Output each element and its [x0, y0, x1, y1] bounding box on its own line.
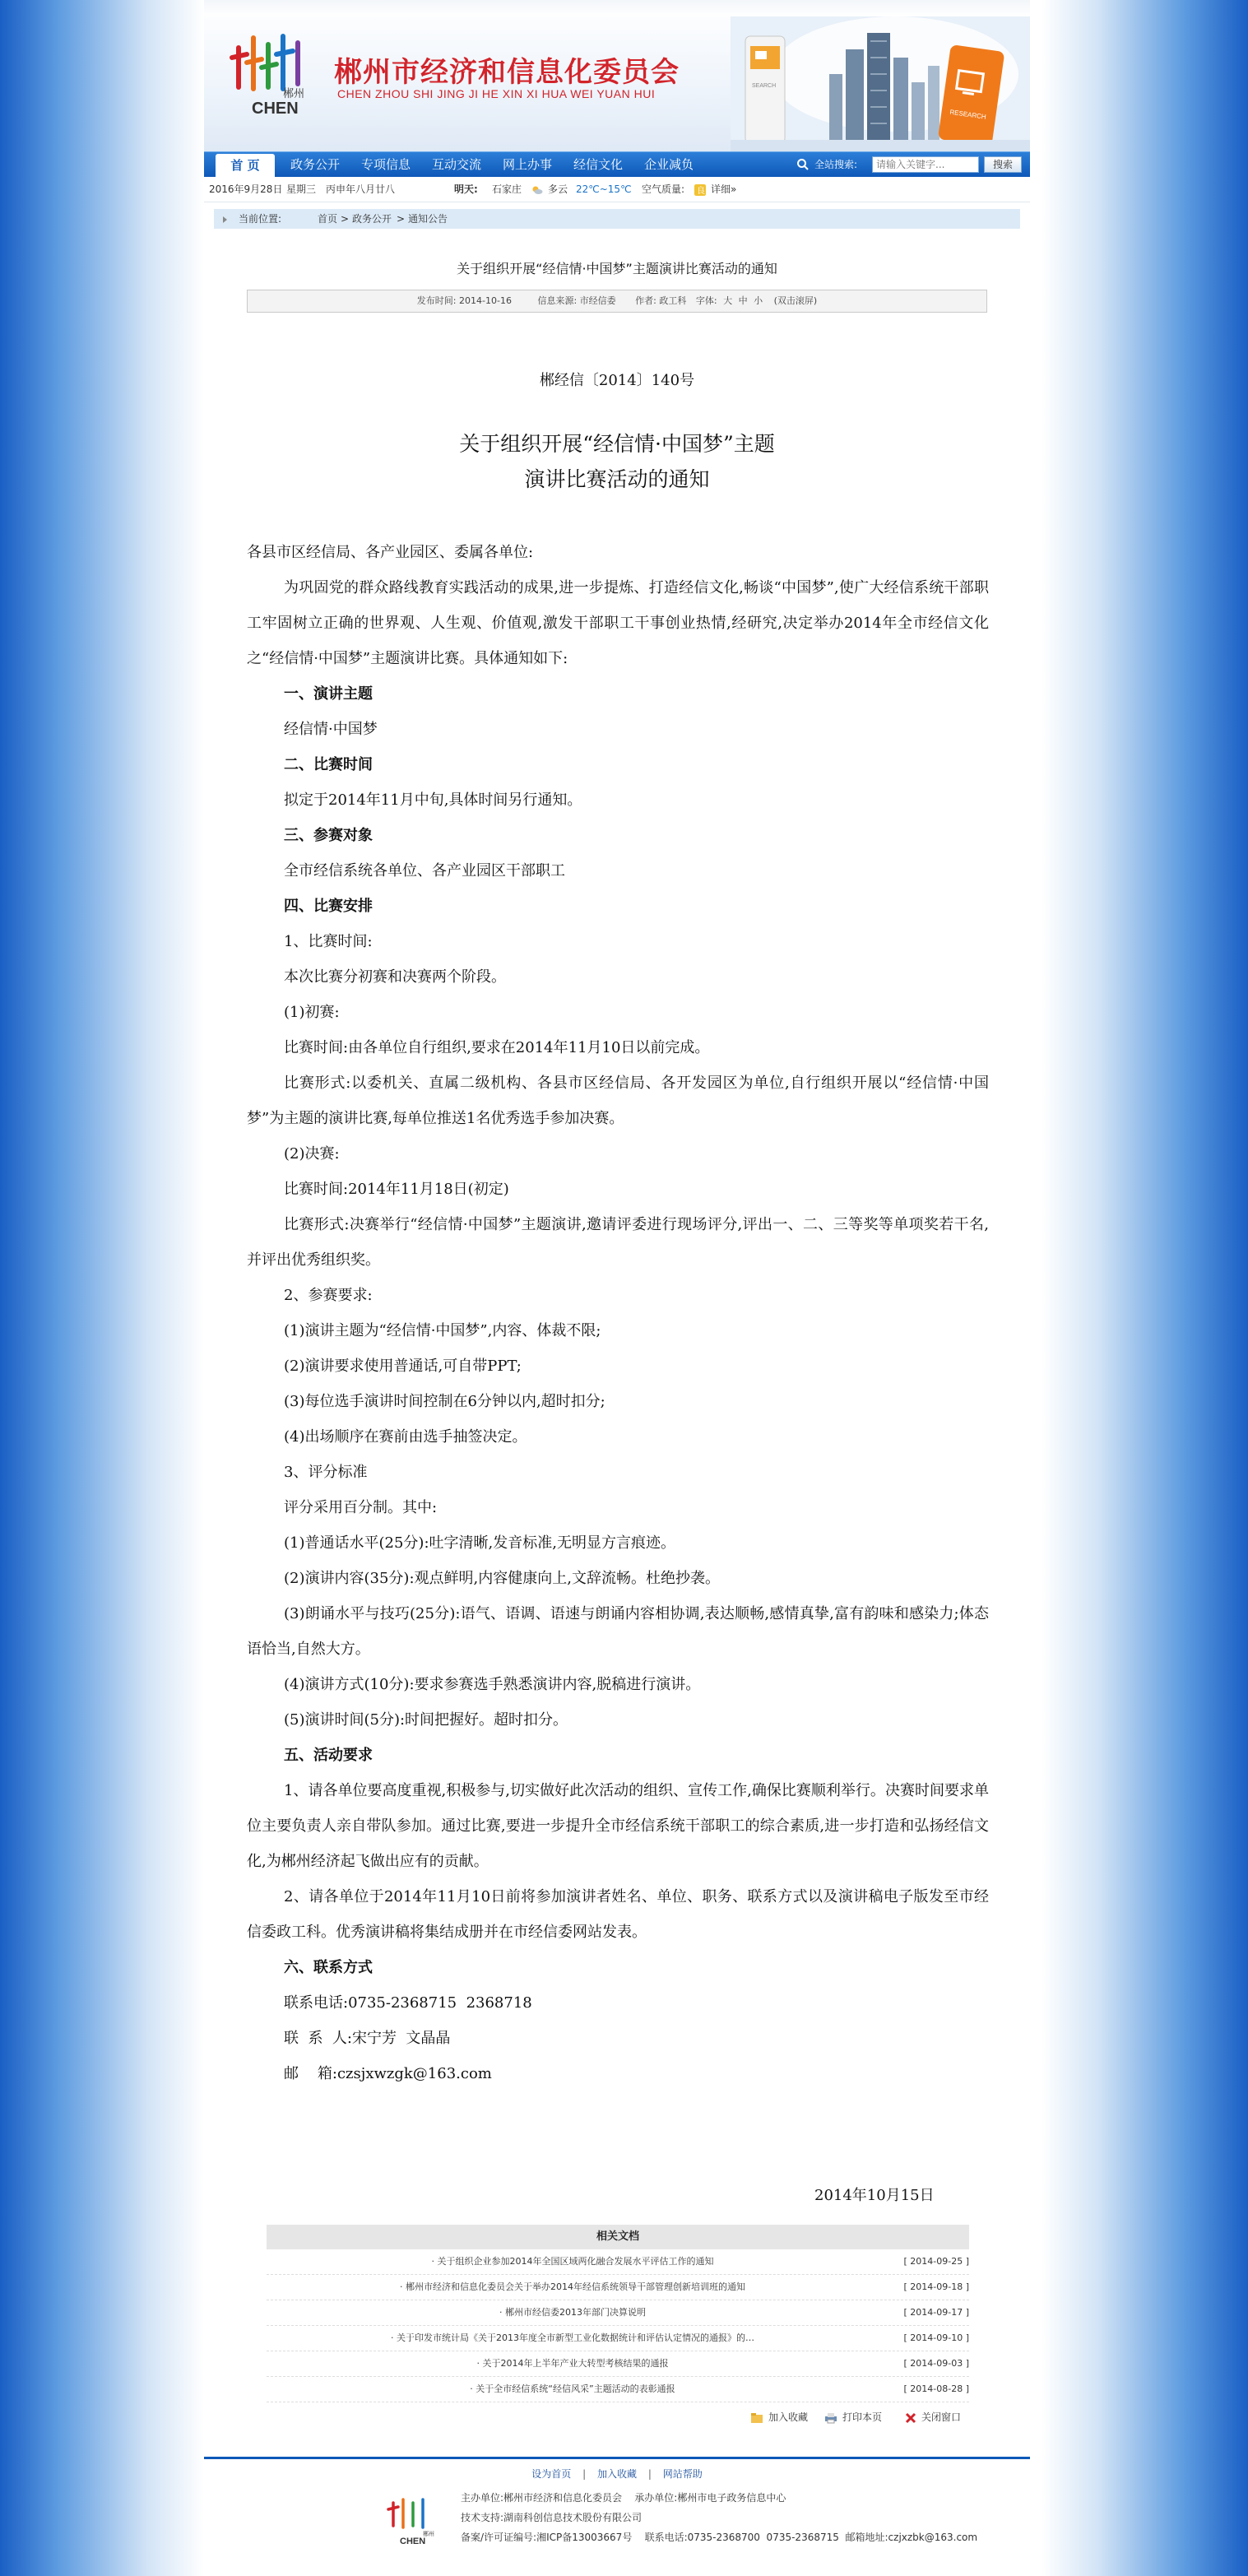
favorite-folder-icon — [750, 2412, 763, 2424]
weekday: 星期三 — [286, 183, 317, 195]
info-bar — [204, 177, 1030, 202]
related-item-date: [ 2014-09-18 ] — [903, 2281, 969, 2292]
breadcrumb-separator: > — [397, 213, 406, 225]
current-date: 2016年9月28日 — [209, 183, 283, 195]
footer-host: 主办单位:郴州市经济和信息化委员会 承办单位:郴州市电子政务信息中心 — [461, 2492, 786, 2504]
body-paragraph: 比赛时间:由各单位自行组织,要求在2014年11月10日以前完成。 — [284, 1039, 710, 1056]
font-size-large-button[interactable]: 大 — [723, 295, 733, 306]
nav-item-culture[interactable]: 经信文化 — [573, 157, 623, 172]
related-item-title[interactable]: · 郴州市经济和信息化委员会关于举办2014年经信系统领导干部管理创新培训班的通知 — [400, 2281, 745, 2292]
related-item-date: [ 2014-09-25 ] — [903, 2256, 969, 2267]
weather-cloudy-icon — [531, 177, 543, 202]
svg-text:良: 良 — [697, 186, 705, 196]
breadcrumb-separator: > — [341, 213, 350, 225]
body-paragraph: (1)初赛: — [284, 1004, 340, 1021]
salutation: 各县市区经信局、各产业园区、委属各单位: — [247, 544, 534, 561]
footer-link-separator: | — [647, 2468, 652, 2480]
related-item-date: [ 2014-08-28 ] — [903, 2383, 969, 2394]
body-paragraph: 2、请各单位于2014年11月10日前将参加演讲者姓名、单位、职务、联系方式以及演讲稿电子版发至市经信委政工科。优秀演讲稿将集结成册并在市经信委网站发表。 — [247, 1888, 989, 1941]
footer-link-separator: | — [582, 2468, 587, 2480]
lunar-date: 丙申年八月廿八 — [326, 183, 396, 195]
related-item-title[interactable]: · 关于组织企业参加2014年全国区域两化融合发展水平评估工作的通知 — [431, 2256, 714, 2267]
body-paragraph: 2、参赛要求: — [284, 1287, 373, 1304]
add-favorite-link[interactable]: 加入收藏 — [596, 2468, 637, 2480]
section-heading: 五、活动要求 — [284, 1747, 373, 1764]
related-item[interactable] — [267, 2377, 969, 2402]
body-paragraph: 3、评分标准 — [284, 1464, 368, 1481]
document-number: 郴经信〔2014〕140号 — [539, 372, 695, 389]
site-logo-icon[interactable] — [229, 30, 327, 118]
air-quality-label: 空气质量: — [642, 183, 685, 195]
nav-item-special-info[interactable]: 专项信息 — [360, 157, 411, 172]
contact-phone: 联系电话:0735-2368715 2368718 — [284, 1994, 532, 2012]
search-button[interactable]: 搜索 — [984, 156, 1022, 173]
weather-city[interactable]: 石家庄 — [492, 183, 522, 195]
site-pinyin: CHEN ZHOU SHI JING JI HE XIN XI HUA WEI YUAN HUI — [337, 87, 656, 100]
body-paragraph: 经信情·中国梦 — [284, 721, 378, 738]
related-item[interactable] — [267, 2249, 969, 2275]
breadcrumb-arrow-icon — [222, 209, 229, 229]
body-paragraph: (3)朗诵水平与技巧(25分):语气、语调、语速与朗诵内容相协调,表达顺畅,感情真挚,富有韵味和感染力;体态语恰当,自然大方。 — [247, 1605, 989, 1658]
page — [204, 0, 1030, 2576]
body-paragraph: (4)演讲方式(10分):要求参赛选手熟悉演讲内容,脱稿进行演讲。 — [284, 1676, 701, 1693]
logo-text: CHEN — [252, 100, 299, 118]
breadcrumb-notices[interactable]: 通知公告 — [408, 213, 448, 225]
print-button[interactable] — [824, 2409, 882, 2425]
close-window-label: 关闭窗口 — [921, 2411, 962, 2423]
related-item-date: [ 2014-09-03 ] — [903, 2358, 969, 2369]
related-item-title[interactable]: · 郴州市经信委2013年部门决算说明 — [499, 2307, 646, 2318]
related-item-date: [ 2014-09-17 ] — [903, 2307, 969, 2318]
print-label: 打印本页 — [842, 2411, 883, 2423]
contact-person: 联 系 人:宋宁芳 文晶晶 — [284, 2030, 451, 2047]
print-icon — [824, 2412, 837, 2424]
meta-source-label: 信息来源: — [537, 295, 578, 306]
body-paragraph: 本次比赛分初赛和决赛两个阶段。 — [284, 968, 506, 986]
footer-tech-support: 技术支持:湖南科创信息技术股份有限公司 — [461, 2512, 643, 2523]
set-homepage-link[interactable]: 设为首页 — [531, 2468, 572, 2480]
air-quality-icon — [694, 177, 706, 202]
font-size-small-button[interactable]: 小 — [754, 295, 763, 306]
close-window-button[interactable] — [905, 2409, 961, 2425]
body-paragraph: 比赛形式:决赛举行“经信情·中国梦”主题演讲,邀请评委进行现场评分,评出一、二、三等奖等单项奖若干名,并评出优秀组织奖。 — [247, 1216, 989, 1269]
site-help-link[interactable]: 网站帮助 — [662, 2468, 703, 2480]
related-item[interactable] — [267, 2275, 969, 2300]
related-item-date: [ 2014-09-10 ] — [903, 2332, 969, 2343]
article-body — [247, 535, 989, 2091]
breadcrumb-gov-affairs[interactable]: 政务公开 — [352, 213, 392, 225]
section-heading: 一、演讲主题 — [284, 685, 373, 703]
body-paragraph: (4)出场顺序在赛前由选手抽签决定。 — [284, 1428, 527, 1446]
related-item[interactable] — [267, 2326, 969, 2351]
footer-logo-small-text: 郴州 — [423, 2531, 434, 2537]
meta-author: 政工科 — [659, 295, 687, 306]
contact-email: 邮 箱:czsjxwzgk@163.com — [284, 2065, 492, 2082]
body-paragraph: 为巩固党的群众路线教育实践活动的成果,进一步提炼、打造经信文化,畅谈“中国梦”,使广大经信系统干部职工牢固树立正确的世界观、人生观、价值观,激发干部职工干事创业热情,经研究,决定举办2014年全市经信文化之“经信情·中国梦”主题演讲比赛。具体通知如下: — [247, 579, 989, 667]
weather-condition: 多云 — [548, 183, 568, 195]
meta-source: 市经信委 — [579, 295, 616, 306]
section-heading: 二、比赛时间 — [284, 756, 373, 773]
article-title: 关于组织开展“经信情·中国梦”主题演讲比赛活动的通知 — [457, 261, 777, 276]
document-heading-line2: 演讲比赛活动的通知 — [524, 467, 710, 491]
body-paragraph: 比赛时间:2014年11月18日(初定) — [284, 1181, 509, 1198]
site-title: 郴州市经济和信息化委员会 — [334, 56, 680, 89]
search-input[interactable] — [872, 156, 979, 173]
related-item[interactable] — [267, 2351, 969, 2377]
close-icon — [905, 2412, 916, 2424]
related-item-title[interactable]: · 关于印发市统计局《关于2013年度全市新型工业化数据统计和评估认定情况的通报》的… — [391, 2332, 754, 2343]
body-paragraph: (5)演讲时间(5分):时间把握好。超时扣分。 — [284, 1711, 568, 1729]
weather-temperature: 22℃~15℃ — [576, 183, 632, 195]
related-heading: 相关文档 — [267, 2225, 969, 2249]
section-heading: 六、联系方式 — [284, 1959, 373, 1976]
banner-tower-right-label: RESEARCH — [949, 108, 987, 121]
footer-divider — [204, 2457, 1030, 2459]
add-favorite-label: 加入收藏 — [768, 2411, 809, 2423]
body-paragraph: (2)演讲要求使用普通话,可自带PPT; — [284, 1358, 522, 1375]
logo-small-text: 郴州 — [283, 88, 305, 100]
meta-time: 2014-10-16 — [459, 295, 512, 306]
section-heading: 四、比赛安排 — [284, 898, 373, 915]
banner-tower-left-label: SEARCH — [752, 83, 777, 89]
weather-tomorrow-label: 明天: — [454, 183, 478, 195]
footer-info — [461, 2488, 977, 2547]
nav-item-online-services[interactable]: 网上办事 — [502, 157, 552, 172]
font-size-medium-button[interactable]: 中 — [738, 295, 748, 306]
main-nav — [204, 151, 1030, 177]
body-paragraph: 拟定于2014年11月中旬,具体时间另行通知。 — [284, 791, 582, 809]
site-header — [204, 0, 1030, 151]
body-paragraph: (2)决赛: — [284, 1145, 340, 1163]
dblclick-scroll-hint: (双击滚屏) — [773, 295, 818, 306]
footer-links — [204, 2467, 1030, 2481]
body-paragraph: (1)演讲主题为“经信情·中国梦”,内容、体裁不限; — [284, 1322, 601, 1339]
section-heading: 三、参赛对象 — [284, 827, 373, 844]
body-paragraph: 1、比赛时间: — [284, 933, 373, 950]
sign-date: 2014年10月15日 — [814, 2187, 935, 2204]
breadcrumb-label: 当前位置: — [239, 213, 282, 225]
body-paragraph: 评分采用百分制。其中: — [284, 1499, 438, 1516]
header-top-strip — [204, 0, 1030, 16]
header-banner-illustration — [731, 16, 1030, 151]
related-item-title[interactable]: · 关于全市经信系统“经信风采”主题活动的表彰通报 — [470, 2383, 675, 2394]
related-item[interactable] — [267, 2300, 969, 2326]
nav-item-home[interactable]: 首 页 — [216, 154, 275, 177]
body-paragraph: 1、请各单位要高度重视,积极参与,切实做好此次活动的组织、宣传工作,确保比赛顺利举行。决赛时间要求单位主要负责人亲自带队参加。通过比赛,要进一步提升全市经信系统干部职工的综合素质,进一步打造和弘扬经信文化,为郴州经济起飞做出应有的贡献。 — [247, 1782, 989, 1870]
footer-logo-text: CHEN — [400, 2537, 426, 2546]
nav-item-gov-affairs[interactable]: 政务公开 — [290, 157, 340, 172]
body-paragraph: (2)演讲内容(35分):观点鲜明,内容健康向上,文辞流畅。杜绝抄袭。 — [284, 1570, 720, 1587]
body-paragraph: 比赛形式:以委机关、直属二级机构、各县市区经信局、各开发园区为单位,自行组织开展以“经信情·中国梦”为主题的演讲比赛,每单位推送1名优秀选手参加决赛。 — [247, 1074, 989, 1127]
document-heading-line1: 关于组织开展“经信情·中国梦”主题 — [459, 432, 775, 456]
search-label: 全站搜索: — [814, 159, 858, 170]
search-icon — [796, 158, 810, 171]
related-documents — [267, 2225, 969, 2402]
meta-author-label: 作者: — [635, 295, 656, 306]
nav-item-interaction[interactable]: 互动交流 — [431, 157, 481, 172]
nav-item-burden-reduction[interactable]: 企业减负 — [643, 157, 694, 172]
footer-logo-icon — [387, 2496, 439, 2547]
meta-font-label: 字体: — [695, 295, 717, 306]
article-meta — [247, 290, 987, 313]
breadcrumb-home[interactable]: 首页 — [318, 213, 338, 225]
body-paragraph: 全市经信系统各单位、各产业园区干部职工 — [284, 862, 565, 880]
related-item-title[interactable]: · 关于2014年上半年产业大转型考核结果的通报 — [476, 2358, 669, 2369]
body-paragraph: (3)每位选手演讲时间控制在6分钟以内,超时扣分; — [284, 1393, 605, 1410]
body-paragraph: (1)普通话水平(25分):吐字清晰,发音标准,无明显方言痕迹。 — [284, 1534, 675, 1552]
meta-time-label: 发布时间: — [416, 295, 457, 306]
add-favorite-button[interactable] — [750, 2409, 808, 2425]
weather-detail-link[interactable]: 详细» — [711, 183, 737, 195]
breadcrumb — [214, 209, 1020, 229]
footer-record: 备案/许可证编号:湘ICP备13003667号 联系电话:0735-2368700 0735-2368715 邮箱地址:czjxzbk@163.com — [461, 2532, 978, 2543]
